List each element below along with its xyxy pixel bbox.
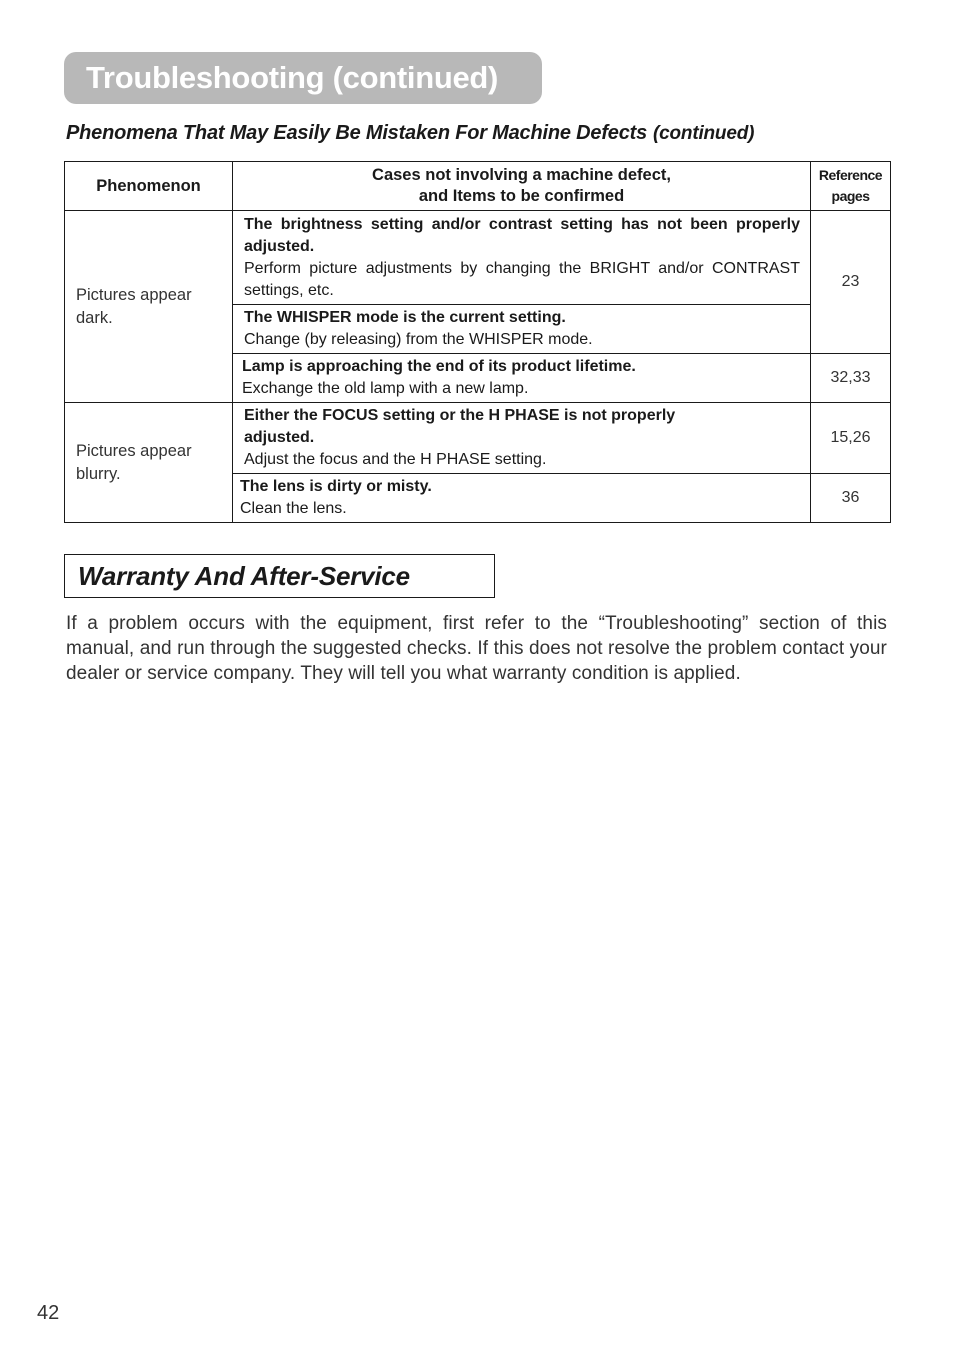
case-text: Exchange the old lamp with a new lamp.: [242, 380, 529, 397]
warranty-heading: Warranty And After-Service: [78, 560, 410, 591]
reference-cell: 23: [811, 211, 891, 354]
case-title: The brightness setting and/or contrast setting has not been properly adjusted.: [244, 215, 800, 255]
reference-cell: 15,26: [811, 403, 891, 474]
case-text: Change (by releasing) from the WHISPER mode.: [244, 331, 593, 348]
subtitle-text: Phenomena That May Easily Be Mistaken For Machine Defects: [66, 122, 648, 144]
case-cell: [233, 305, 811, 354]
case-title: The lens is dirty or misty.: [240, 478, 432, 495]
page-title: Troubleshooting (continued): [86, 60, 499, 95]
phenomenon-cell: Pictures appear dark.: [65, 211, 233, 403]
warranty-heading-box: [64, 554, 495, 598]
header-reference: [811, 162, 891, 211]
table-subtitle: [66, 122, 754, 145]
header-ref-line2: pages: [831, 188, 870, 204]
table-header-row: [65, 162, 891, 211]
table-row: [65, 211, 891, 305]
phenomenon-cell: Pictures appear blurry.: [65, 403, 233, 523]
case-text: Clean the lens.: [240, 500, 347, 517]
case-cell: [233, 211, 811, 305]
header-ref-line1: Reference: [818, 167, 883, 183]
case-title: Lamp is approaching the end of its product lifetime.: [242, 358, 636, 375]
header-phenomenon: Phenomenon: [65, 162, 233, 211]
header-cases: [233, 162, 811, 211]
case-cell: [233, 403, 811, 474]
page-number: 42: [37, 1302, 60, 1324]
case-text: Adjust the focus and the H PHASE setting.: [244, 451, 547, 468]
reference-cell: 36: [811, 474, 891, 523]
troubleshooting-table: [64, 161, 891, 523]
header-cases-line2: and Items to be confirmed: [418, 187, 625, 205]
reference-cell: 32,33: [811, 354, 891, 403]
case-cell: [233, 354, 811, 403]
case-title: Either the FOCUS setting or the H PHASE is not properly adjusted.: [244, 407, 676, 446]
case-text: Perform picture adjustments by changing the BRIGHT and/or CONTRAST settings, etc.: [244, 259, 800, 299]
case-title: The WHISPER mode is the current setting.: [244, 309, 566, 326]
section-title-bar: [64, 52, 542, 104]
table-row: [65, 403, 891, 474]
header-cases-line1: Cases not involving a machine defect,: [372, 166, 671, 184]
case-cell: [233, 474, 811, 523]
subtitle-continued: (continued): [653, 123, 755, 144]
warranty-body: If a problem occurs with the equipment, first refer to the “Troubleshooting” section of this manual, and run through the suggested checks. If this does not resolve the problem contact your dealer or service company. They will tell you what warranty condition is applied.: [66, 613, 887, 684]
